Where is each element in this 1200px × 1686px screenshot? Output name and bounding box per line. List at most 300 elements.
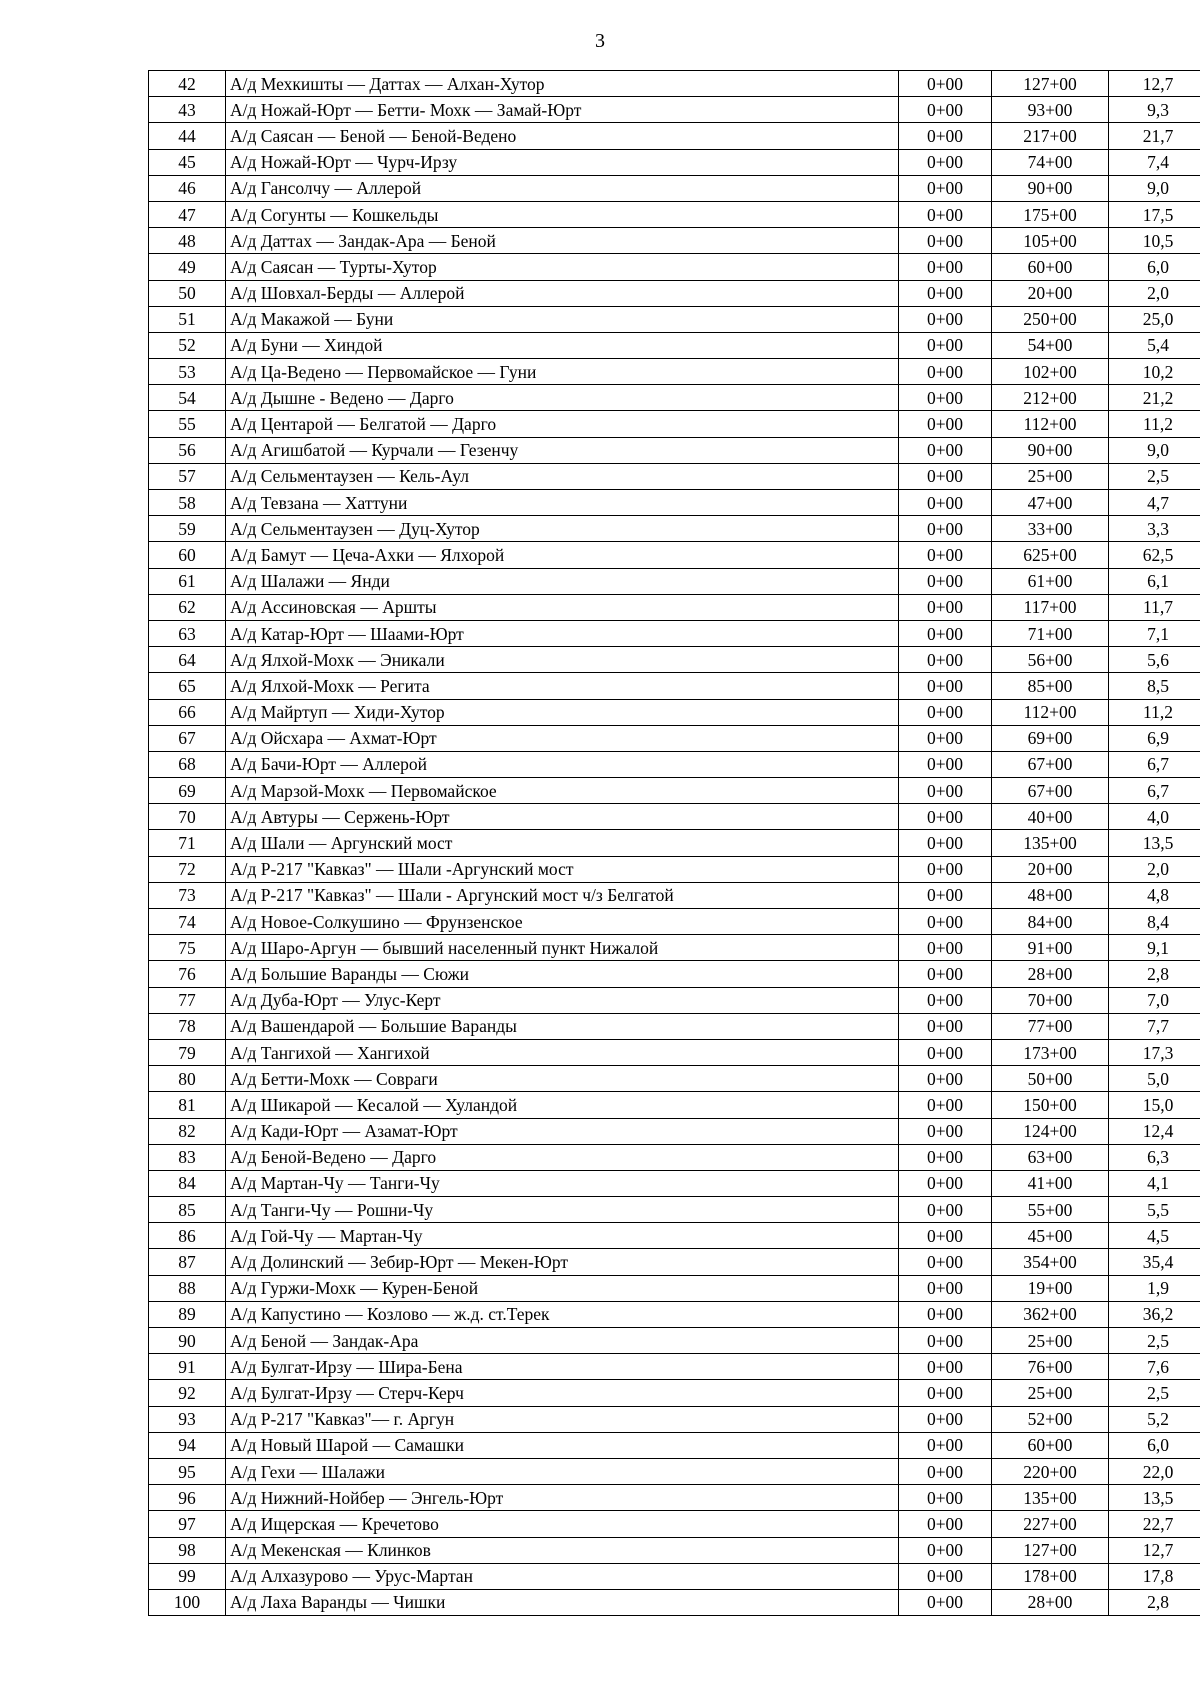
road-name: А/д Саясан — Беной — Беной-Ведено bbox=[226, 123, 899, 149]
road-name: А/д Р-217 "Кавказ" — Шали -Аргунский мост bbox=[226, 856, 899, 882]
road-name: А/д Сельментаузен — Дуц-Хутор bbox=[226, 516, 899, 542]
length-km: 10,5 bbox=[1109, 228, 1200, 254]
length-km: 1,9 bbox=[1109, 1275, 1200, 1301]
start-km: 0+00 bbox=[899, 594, 992, 620]
row-number: 49 bbox=[149, 254, 226, 280]
table-row bbox=[149, 647, 1200, 673]
row-number: 88 bbox=[149, 1275, 226, 1301]
row-number: 44 bbox=[149, 123, 226, 149]
start-km: 0+00 bbox=[899, 1354, 992, 1380]
road-name: А/д Майртуп — Хиди-Хутор bbox=[226, 699, 899, 725]
start-km: 0+00 bbox=[899, 1039, 992, 1065]
row-number: 50 bbox=[149, 280, 226, 306]
road-name: А/д Автуры — Сержень-Юрт bbox=[226, 804, 899, 830]
end-km: 91+00 bbox=[992, 935, 1109, 961]
end-km: 178+00 bbox=[992, 1563, 1109, 1589]
table-row bbox=[149, 1249, 1200, 1275]
end-km: 28+00 bbox=[992, 961, 1109, 987]
length-km: 7,0 bbox=[1109, 987, 1200, 1013]
end-km: 40+00 bbox=[992, 804, 1109, 830]
start-km: 0+00 bbox=[899, 1092, 992, 1118]
length-km: 7,7 bbox=[1109, 1013, 1200, 1039]
road-name: А/д Саясан — Турты-Хутор bbox=[226, 254, 899, 280]
row-number: 100 bbox=[149, 1589, 226, 1615]
end-km: 25+00 bbox=[992, 1328, 1109, 1354]
length-km: 21,7 bbox=[1109, 123, 1200, 149]
road-name: А/д Согунты — Кошкельды bbox=[226, 201, 899, 227]
length-km: 6,0 bbox=[1109, 1432, 1200, 1458]
start-km: 0+00 bbox=[899, 463, 992, 489]
end-km: 33+00 bbox=[992, 516, 1109, 542]
start-km: 0+00 bbox=[899, 961, 992, 987]
road-name: А/д Кади-Юрт — Азамат-Юрт bbox=[226, 1118, 899, 1144]
start-km: 0+00 bbox=[899, 1013, 992, 1039]
table-row bbox=[149, 1197, 1200, 1223]
road-name: А/д Большие Варанды — Сюжи bbox=[226, 961, 899, 987]
road-name: А/д Алхазурово — Урус-Мартан bbox=[226, 1563, 899, 1589]
row-number: 64 bbox=[149, 647, 226, 673]
length-km: 12,4 bbox=[1109, 1118, 1200, 1144]
length-km: 62,5 bbox=[1109, 542, 1200, 568]
start-km: 0+00 bbox=[899, 804, 992, 830]
row-number: 91 bbox=[149, 1354, 226, 1380]
table-row bbox=[149, 332, 1200, 358]
row-number: 96 bbox=[149, 1485, 226, 1511]
table-row bbox=[149, 385, 1200, 411]
start-km: 0+00 bbox=[899, 882, 992, 908]
end-km: 93+00 bbox=[992, 97, 1109, 123]
row-number: 77 bbox=[149, 987, 226, 1013]
row-number: 45 bbox=[149, 149, 226, 175]
end-km: 50+00 bbox=[992, 1066, 1109, 1092]
start-km: 0+00 bbox=[899, 935, 992, 961]
start-km: 0+00 bbox=[899, 149, 992, 175]
road-name: А/д Шалажи — Янди bbox=[226, 568, 899, 594]
start-km: 0+00 bbox=[899, 1511, 992, 1537]
length-km: 6,1 bbox=[1109, 568, 1200, 594]
table-row bbox=[149, 909, 1200, 935]
table-row bbox=[149, 542, 1200, 568]
road-name: А/д Ца-Ведено — Первомайское — Гуни bbox=[226, 359, 899, 385]
road-name: А/д Шовхал-Берды — Аллерой bbox=[226, 280, 899, 306]
table-row bbox=[149, 175, 1200, 201]
start-km: 0+00 bbox=[899, 490, 992, 516]
end-km: 90+00 bbox=[992, 175, 1109, 201]
length-km: 17,8 bbox=[1109, 1563, 1200, 1589]
end-km: 56+00 bbox=[992, 647, 1109, 673]
table-row bbox=[149, 123, 1200, 149]
length-km: 9,1 bbox=[1109, 935, 1200, 961]
start-km: 0+00 bbox=[899, 1170, 992, 1196]
road-name: А/д Булгат-Ирзу — Шира-Бена bbox=[226, 1354, 899, 1380]
row-number: 46 bbox=[149, 175, 226, 201]
row-number: 81 bbox=[149, 1092, 226, 1118]
start-km: 0+00 bbox=[899, 332, 992, 358]
start-km: 0+00 bbox=[899, 1197, 992, 1223]
row-number: 89 bbox=[149, 1301, 226, 1327]
row-number: 53 bbox=[149, 359, 226, 385]
end-km: 85+00 bbox=[992, 673, 1109, 699]
table-row bbox=[149, 1354, 1200, 1380]
row-number: 66 bbox=[149, 699, 226, 725]
table-row bbox=[149, 228, 1200, 254]
table-row bbox=[149, 961, 1200, 987]
length-km: 6,9 bbox=[1109, 725, 1200, 751]
end-km: 54+00 bbox=[992, 332, 1109, 358]
start-km: 0+00 bbox=[899, 1328, 992, 1354]
start-km: 0+00 bbox=[899, 1485, 992, 1511]
start-km: 0+00 bbox=[899, 1432, 992, 1458]
start-km: 0+00 bbox=[899, 568, 992, 594]
road-name: А/д Шикарой — Кесалой — Хуландой bbox=[226, 1092, 899, 1118]
road-name: А/д Дуба-Юрт — Улус-Керт bbox=[226, 987, 899, 1013]
start-km: 0+00 bbox=[899, 830, 992, 856]
end-km: 67+00 bbox=[992, 778, 1109, 804]
start-km: 0+00 bbox=[899, 97, 992, 123]
table-row bbox=[149, 882, 1200, 908]
row-number: 65 bbox=[149, 673, 226, 699]
road-name: А/д Новое-Солкушино — Фрунзенское bbox=[226, 909, 899, 935]
table-row bbox=[149, 673, 1200, 699]
page-number: 3 bbox=[595, 30, 605, 52]
length-km: 22,0 bbox=[1109, 1458, 1200, 1484]
length-km: 5,5 bbox=[1109, 1197, 1200, 1223]
table-row bbox=[149, 97, 1200, 123]
start-km: 0+00 bbox=[899, 385, 992, 411]
road-name: А/д Беной-Ведено — Дарго bbox=[226, 1144, 899, 1170]
road-name: А/д Шали — Аргунский мост bbox=[226, 830, 899, 856]
road-name: А/д Сельментаузен — Кель-Аул bbox=[226, 463, 899, 489]
table-row bbox=[149, 1118, 1200, 1144]
road-name: А/д Бетти-Мохк — Совраги bbox=[226, 1066, 899, 1092]
end-km: 25+00 bbox=[992, 463, 1109, 489]
table-row bbox=[149, 359, 1200, 385]
end-km: 41+00 bbox=[992, 1170, 1109, 1196]
table-row bbox=[149, 1432, 1200, 1458]
end-km: 250+00 bbox=[992, 306, 1109, 332]
road-name: А/д Дышне - Ведено — Дарго bbox=[226, 385, 899, 411]
table-row bbox=[149, 1485, 1200, 1511]
start-km: 0+00 bbox=[899, 123, 992, 149]
start-km: 0+00 bbox=[899, 437, 992, 463]
table-row bbox=[149, 1380, 1200, 1406]
table-row bbox=[149, 620, 1200, 646]
end-km: 175+00 bbox=[992, 201, 1109, 227]
table-row bbox=[149, 490, 1200, 516]
row-number: 99 bbox=[149, 1563, 226, 1589]
start-km: 0+00 bbox=[899, 228, 992, 254]
road-name: А/д Даттах — Зандак-Ара — Беной bbox=[226, 228, 899, 254]
length-km: 6,7 bbox=[1109, 778, 1200, 804]
end-km: 227+00 bbox=[992, 1511, 1109, 1537]
length-km: 11,2 bbox=[1109, 699, 1200, 725]
table-row bbox=[149, 306, 1200, 332]
start-km: 0+00 bbox=[899, 1144, 992, 1170]
table-row bbox=[149, 71, 1200, 97]
length-km: 7,1 bbox=[1109, 620, 1200, 646]
road-name: А/д Шаро-Аргун — бывший населенный пункт Нижалой bbox=[226, 935, 899, 961]
row-number: 54 bbox=[149, 385, 226, 411]
row-number: 59 bbox=[149, 516, 226, 542]
table-row bbox=[149, 1301, 1200, 1327]
end-km: 71+00 bbox=[992, 620, 1109, 646]
end-km: 84+00 bbox=[992, 909, 1109, 935]
start-km: 0+00 bbox=[899, 201, 992, 227]
end-km: 20+00 bbox=[992, 280, 1109, 306]
road-name: А/д Мартан-Чу — Танги-Чу bbox=[226, 1170, 899, 1196]
end-km: 48+00 bbox=[992, 882, 1109, 908]
table-row bbox=[149, 149, 1200, 175]
start-km: 0+00 bbox=[899, 359, 992, 385]
start-km: 0+00 bbox=[899, 909, 992, 935]
roads-table bbox=[148, 70, 1200, 1616]
length-km: 5,0 bbox=[1109, 1066, 1200, 1092]
table-row bbox=[149, 1537, 1200, 1563]
table-row bbox=[149, 1039, 1200, 1065]
start-km: 0+00 bbox=[899, 1563, 992, 1589]
length-km: 4,7 bbox=[1109, 490, 1200, 516]
road-name: А/д Тангихой — Хангихой bbox=[226, 1039, 899, 1065]
length-km: 9,3 bbox=[1109, 97, 1200, 123]
table-row bbox=[149, 987, 1200, 1013]
end-km: 105+00 bbox=[992, 228, 1109, 254]
row-number: 73 bbox=[149, 882, 226, 908]
length-km: 11,2 bbox=[1109, 411, 1200, 437]
start-km: 0+00 bbox=[899, 1275, 992, 1301]
road-name: А/д Беной — Зандак-Ара bbox=[226, 1328, 899, 1354]
road-name: А/д Макажой — Буни bbox=[226, 306, 899, 332]
length-km: 9,0 bbox=[1109, 437, 1200, 463]
road-name: А/д Гансолчу — Аллерой bbox=[226, 175, 899, 201]
table-row bbox=[149, 437, 1200, 463]
end-km: 28+00 bbox=[992, 1589, 1109, 1615]
length-km: 25,0 bbox=[1109, 306, 1200, 332]
end-km: 74+00 bbox=[992, 149, 1109, 175]
end-km: 63+00 bbox=[992, 1144, 1109, 1170]
end-km: 45+00 bbox=[992, 1223, 1109, 1249]
start-km: 0+00 bbox=[899, 71, 992, 97]
end-km: 220+00 bbox=[992, 1458, 1109, 1484]
start-km: 0+00 bbox=[899, 1458, 992, 1484]
end-km: 60+00 bbox=[992, 254, 1109, 280]
end-km: 217+00 bbox=[992, 123, 1109, 149]
road-name: А/д Марзой-Мохк — Первомайское bbox=[226, 778, 899, 804]
end-km: 25+00 bbox=[992, 1380, 1109, 1406]
start-km: 0+00 bbox=[899, 778, 992, 804]
table-row bbox=[149, 1275, 1200, 1301]
row-number: 72 bbox=[149, 856, 226, 882]
row-number: 97 bbox=[149, 1511, 226, 1537]
road-name: А/д Катар-Юрт — Шаами-Юрт bbox=[226, 620, 899, 646]
road-name: А/д Ножай-Юрт — Бетти- Мохк — Замай-Юрт bbox=[226, 97, 899, 123]
road-name: А/д Ищерская — Кречетово bbox=[226, 1511, 899, 1537]
roads-table-body bbox=[149, 71, 1200, 1616]
road-name: А/д Тевзана — Хаттуни bbox=[226, 490, 899, 516]
row-number: 93 bbox=[149, 1406, 226, 1432]
row-number: 78 bbox=[149, 1013, 226, 1039]
table-row bbox=[149, 1223, 1200, 1249]
road-name: А/д Мехкишты — Даттах — Алхан-Хутор bbox=[226, 71, 899, 97]
row-number: 69 bbox=[149, 778, 226, 804]
length-km: 2,5 bbox=[1109, 1328, 1200, 1354]
end-km: 77+00 bbox=[992, 1013, 1109, 1039]
row-number: 55 bbox=[149, 411, 226, 437]
table-row bbox=[149, 516, 1200, 542]
end-km: 70+00 bbox=[992, 987, 1109, 1013]
start-km: 0+00 bbox=[899, 620, 992, 646]
road-name: А/д Долинский — Зебир-Юрт — Мекен-Юрт bbox=[226, 1249, 899, 1275]
length-km: 7,4 bbox=[1109, 149, 1200, 175]
row-number: 57 bbox=[149, 463, 226, 489]
start-km: 0+00 bbox=[899, 1380, 992, 1406]
row-number: 71 bbox=[149, 830, 226, 856]
table-row bbox=[149, 699, 1200, 725]
row-number: 83 bbox=[149, 1144, 226, 1170]
end-km: 47+00 bbox=[992, 490, 1109, 516]
table-row bbox=[149, 1013, 1200, 1039]
row-number: 62 bbox=[149, 594, 226, 620]
row-number: 60 bbox=[149, 542, 226, 568]
end-km: 173+00 bbox=[992, 1039, 1109, 1065]
row-number: 58 bbox=[149, 490, 226, 516]
road-name: А/д Агишбатой — Курчали — Гезенчу bbox=[226, 437, 899, 463]
start-km: 0+00 bbox=[899, 254, 992, 280]
start-km: 0+00 bbox=[899, 306, 992, 332]
length-km: 35,4 bbox=[1109, 1249, 1200, 1275]
row-number: 68 bbox=[149, 751, 226, 777]
row-number: 98 bbox=[149, 1537, 226, 1563]
row-number: 79 bbox=[149, 1039, 226, 1065]
road-name: А/д Новый Шарой — Самашки bbox=[226, 1432, 899, 1458]
road-name: А/д Бамут — Цеча-Ахки — Ялхорой bbox=[226, 542, 899, 568]
end-km: 117+00 bbox=[992, 594, 1109, 620]
end-km: 212+00 bbox=[992, 385, 1109, 411]
end-km: 55+00 bbox=[992, 1197, 1109, 1223]
length-km: 2,8 bbox=[1109, 961, 1200, 987]
table-row bbox=[149, 254, 1200, 280]
row-number: 52 bbox=[149, 332, 226, 358]
row-number: 92 bbox=[149, 1380, 226, 1406]
length-km: 21,2 bbox=[1109, 385, 1200, 411]
table-row bbox=[149, 1328, 1200, 1354]
length-km: 2,0 bbox=[1109, 280, 1200, 306]
road-name: А/д Ассиновская — Аршты bbox=[226, 594, 899, 620]
start-km: 0+00 bbox=[899, 1301, 992, 1327]
table-row bbox=[149, 201, 1200, 227]
length-km: 13,5 bbox=[1109, 1485, 1200, 1511]
table-row bbox=[149, 411, 1200, 437]
table-row bbox=[149, 804, 1200, 830]
row-number: 47 bbox=[149, 201, 226, 227]
end-km: 112+00 bbox=[992, 699, 1109, 725]
road-name: А/д Гой-Чу — Мартан-Чу bbox=[226, 1223, 899, 1249]
row-number: 94 bbox=[149, 1432, 226, 1458]
end-km: 112+00 bbox=[992, 411, 1109, 437]
table-row bbox=[149, 280, 1200, 306]
start-km: 0+00 bbox=[899, 856, 992, 882]
row-number: 82 bbox=[149, 1118, 226, 1144]
start-km: 0+00 bbox=[899, 673, 992, 699]
row-number: 95 bbox=[149, 1458, 226, 1484]
road-name: А/д Гехи — Шалажи bbox=[226, 1458, 899, 1484]
table-row bbox=[149, 594, 1200, 620]
start-km: 0+00 bbox=[899, 175, 992, 201]
length-km: 36,2 bbox=[1109, 1301, 1200, 1327]
length-km: 2,8 bbox=[1109, 1589, 1200, 1615]
end-km: 90+00 bbox=[992, 437, 1109, 463]
row-number: 51 bbox=[149, 306, 226, 332]
start-km: 0+00 bbox=[899, 1118, 992, 1144]
table-row bbox=[149, 1589, 1200, 1615]
end-km: 67+00 bbox=[992, 751, 1109, 777]
length-km: 5,6 bbox=[1109, 647, 1200, 673]
length-km: 4,0 bbox=[1109, 804, 1200, 830]
end-km: 20+00 bbox=[992, 856, 1109, 882]
table-row bbox=[149, 1511, 1200, 1537]
row-number: 87 bbox=[149, 1249, 226, 1275]
road-name: А/д Центарой — Белгатой — Дарго bbox=[226, 411, 899, 437]
start-km: 0+00 bbox=[899, 1406, 992, 1432]
length-km: 17,3 bbox=[1109, 1039, 1200, 1065]
road-name: А/д Ойсхара — Ахмат-Юрт bbox=[226, 725, 899, 751]
row-number: 70 bbox=[149, 804, 226, 830]
end-km: 135+00 bbox=[992, 830, 1109, 856]
road-name: А/д Буни — Хиндой bbox=[226, 332, 899, 358]
length-km: 17,5 bbox=[1109, 201, 1200, 227]
length-km: 9,0 bbox=[1109, 175, 1200, 201]
road-name: А/д Лаха Варанды — Чишки bbox=[226, 1589, 899, 1615]
length-km: 2,5 bbox=[1109, 1380, 1200, 1406]
road-name: А/д Вашендарой — Большие Варанды bbox=[226, 1013, 899, 1039]
end-km: 150+00 bbox=[992, 1092, 1109, 1118]
start-km: 0+00 bbox=[899, 751, 992, 777]
end-km: 61+00 bbox=[992, 568, 1109, 594]
table-row bbox=[149, 856, 1200, 882]
length-km: 3,3 bbox=[1109, 516, 1200, 542]
start-km: 0+00 bbox=[899, 647, 992, 673]
table-row bbox=[149, 463, 1200, 489]
table-row bbox=[149, 1066, 1200, 1092]
start-km: 0+00 bbox=[899, 411, 992, 437]
length-km: 6,7 bbox=[1109, 751, 1200, 777]
table-row bbox=[149, 1170, 1200, 1196]
road-name: А/д Бачи-Юрт — Аллерой bbox=[226, 751, 899, 777]
end-km: 127+00 bbox=[992, 71, 1109, 97]
length-km: 11,7 bbox=[1109, 594, 1200, 620]
end-km: 124+00 bbox=[992, 1118, 1109, 1144]
end-km: 625+00 bbox=[992, 542, 1109, 568]
row-number: 76 bbox=[149, 961, 226, 987]
row-number: 90 bbox=[149, 1328, 226, 1354]
start-km: 0+00 bbox=[899, 725, 992, 751]
length-km: 4,8 bbox=[1109, 882, 1200, 908]
start-km: 0+00 bbox=[899, 1537, 992, 1563]
row-number: 56 bbox=[149, 437, 226, 463]
row-number: 86 bbox=[149, 1223, 226, 1249]
row-number: 80 bbox=[149, 1066, 226, 1092]
road-name: А/д Р-217 "Кавказ" — Шали - Аргунский мост ч/з Белгатой bbox=[226, 882, 899, 908]
length-km: 12,7 bbox=[1109, 1537, 1200, 1563]
start-km: 0+00 bbox=[899, 987, 992, 1013]
length-km: 13,5 bbox=[1109, 830, 1200, 856]
row-number: 48 bbox=[149, 228, 226, 254]
table-row bbox=[149, 935, 1200, 961]
row-number: 61 bbox=[149, 568, 226, 594]
row-number: 74 bbox=[149, 909, 226, 935]
road-name: А/д Нижний-Нойбер — Энгель-Юрт bbox=[226, 1485, 899, 1511]
length-km: 4,5 bbox=[1109, 1223, 1200, 1249]
table-row bbox=[149, 1458, 1200, 1484]
